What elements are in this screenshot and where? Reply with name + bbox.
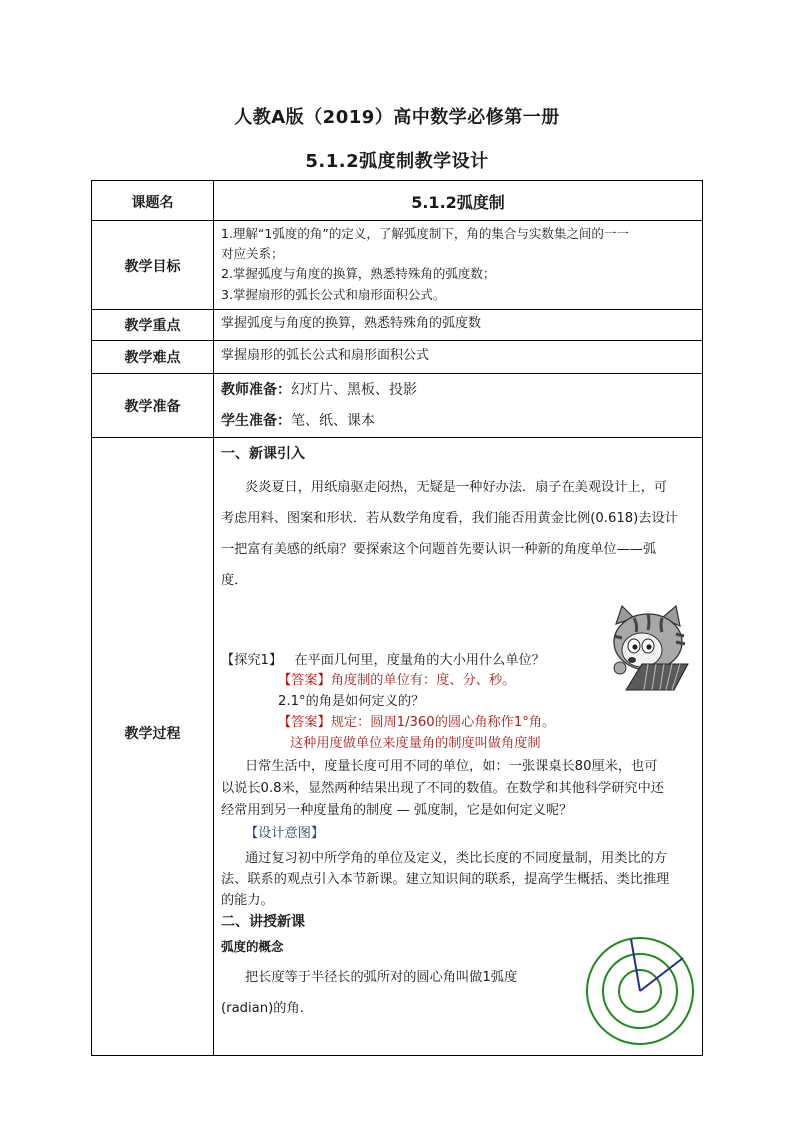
objective-line: 1.理解“1弧度的角”的定义，了解弧度制下，角的集合与实数集之间的一一 bbox=[221, 226, 629, 241]
topic-value: 5.1.2弧度制 bbox=[411, 193, 505, 212]
row-divider-1 bbox=[91, 220, 703, 221]
teacher-prep-label: 教师准备： bbox=[221, 382, 291, 398]
row-divider-4 bbox=[91, 373, 703, 374]
design-intent-tag bbox=[245, 824, 324, 844]
row-label-key-point: 教学重点 bbox=[124, 318, 181, 334]
answer1-line bbox=[278, 671, 515, 691]
row-label-difficulty: 教学难点 bbox=[124, 350, 181, 366]
explore-tag: 【探究1】 bbox=[221, 653, 283, 668]
row-label-preparation: 教学准备 bbox=[124, 399, 181, 415]
row-label-process: 教学过程 bbox=[124, 726, 181, 742]
objective-line: 3.掌握扇形的弧长公式和扇形面积公式。 bbox=[221, 287, 446, 302]
teacher-prep bbox=[221, 380, 417, 400]
intro-line: 考虑用料、图案和形状．若从数学角度看，我们能否用黄金比例(0.618)去设计 bbox=[221, 511, 678, 526]
row-divider-3 bbox=[91, 340, 703, 341]
student-prep-label: 学生准备： bbox=[221, 413, 291, 429]
objective-line: 2.掌握弧度与角度的换算，熟悉特殊角的弧度数； bbox=[221, 266, 496, 281]
tiger-cat-with-fan-icon bbox=[604, 604, 690, 694]
objective-line: 对应关系； bbox=[221, 246, 284, 261]
design-line: 法、联系的观点引入本节新课。建立知识间的联系，提高学生概括、类比推理 bbox=[221, 872, 670, 887]
design-line: 的能力。 bbox=[221, 893, 274, 908]
teacher-prep-value: 幻灯片、黑板、投影 bbox=[291, 382, 417, 398]
concept-title: 弧度的概念 bbox=[221, 939, 284, 954]
row-label-objectives: 教学目标 bbox=[124, 259, 181, 275]
intro-line: 炎炎夏日，用纸扇驱走闷热，无疑是一种好办法．扇子在美观设计上，可 bbox=[245, 480, 667, 495]
row-label-topic: 课题名 bbox=[131, 195, 174, 211]
section-heading-intro: 一、新课引入 bbox=[221, 446, 305, 462]
daily-line: 日常生活中，度量长度可用不同的单位，如：一张课桌长80厘米，也可 bbox=[245, 759, 658, 774]
row-divider-2 bbox=[91, 309, 703, 310]
key-point-value: 掌握弧度与角度的换算，熟悉特殊角的弧度数 bbox=[221, 316, 482, 331]
document-title: 人教A版（2019）高中数学必修第一册 bbox=[234, 107, 560, 128]
answer-tag: 【答案】 bbox=[278, 673, 331, 688]
daily-line: 以说长0.8米，显然两种结果出现了不同的数值。在数学和其他科学研究中还 bbox=[221, 781, 664, 796]
answer-tag: 【答案】 bbox=[278, 715, 331, 730]
student-prep-value: 笔、纸、课本 bbox=[291, 413, 375, 429]
question2: 2.1°的角是如何定义的？ bbox=[278, 694, 425, 709]
concept-line: 把长度等于半径长的弧所对的圆心角叫做1弧度 bbox=[245, 970, 518, 985]
daily-line: 经常用到另一种度量角的制度 — 弧度制，它是如何定义呢？ bbox=[221, 803, 573, 818]
answer1-text: 角度制的单位有：度、分、秒。 bbox=[330, 673, 516, 688]
difficulty-value: 掌握扇形的弧长公式和扇形面积公式 bbox=[221, 348, 430, 363]
document-subtitle: 5.1.2弧度制教学设计 bbox=[305, 151, 489, 172]
student-prep bbox=[221, 411, 375, 431]
intro-line: 度． bbox=[221, 573, 248, 588]
answer2-text: 规定：圆周1/360的圆心角称作1°角。 bbox=[330, 715, 556, 730]
design-intent-label: 【设计意图】 bbox=[245, 826, 325, 841]
explore-line bbox=[221, 651, 545, 671]
row-divider-5 bbox=[91, 437, 703, 438]
section-heading-new-lesson: 二、讲授新课 bbox=[221, 914, 305, 930]
concept-line: (radian)的角. bbox=[221, 1001, 304, 1016]
answer3-text: 这种用度做单位来度量角的制度叫做角度制 bbox=[290, 736, 541, 751]
design-line: 通过复习初中所学角的单位及定义，类比长度的不同度量制，用类比的方 bbox=[245, 851, 667, 866]
answer2-line bbox=[278, 713, 555, 733]
concentric-circles-radian-icon bbox=[584, 935, 696, 1047]
explore-question: 在平面几何里，度量角的大小用什么单位？ bbox=[294, 653, 545, 668]
intro-line: 一把富有美感的纸扇？要探索这个问题首先要认识一种新的角度单位——弧 bbox=[221, 542, 657, 557]
table-column-divider bbox=[213, 180, 214, 1056]
